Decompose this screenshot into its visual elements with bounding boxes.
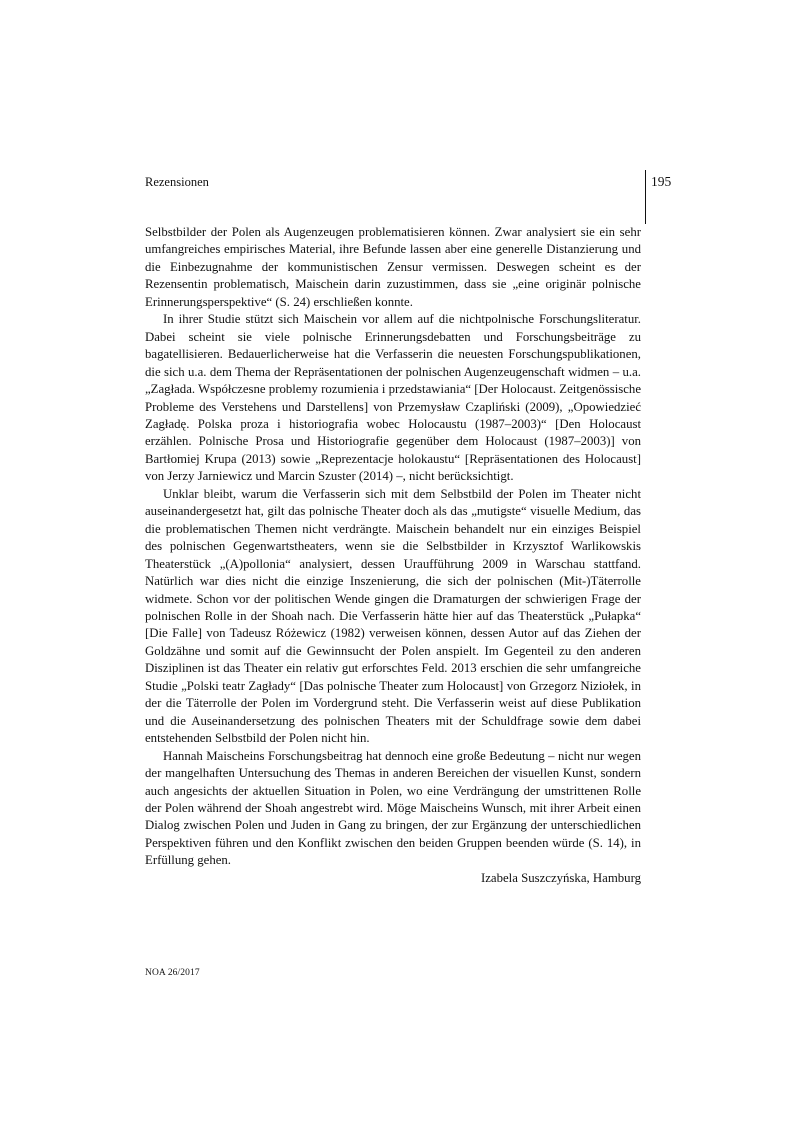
paragraph-research-literature: In ihrer Studie stützt sich Maischein vor allem auf die nichtpolnische Forschungsliteratur. Dabei scheint sie viele polnische Erinnerungsdebatten und Forschungsbeiträge zu bagatellisieren. Bedauerlicherweise hat die Verfasserin die neuesten Forschungspublikationen, die sich u.a. dem Thema der Repräsentationen der polnischen Augenzeugenschaft widmen – u.a. „Zagłada. Współczesne problemy rozumienia i przedstawiania“ [Der Holocaust. Zeitgenössische Probleme des Verstehens und Darstellens] von Przemysław Czapliński (2009), „Opowiedzieć Zagładę. Polska proza i historiografia wobec Holocaustu (1987–2003)“ [Den Holocaust erzählen. Polnische Prosa und Historiografie gegenüber dem Holocaust (1987–2003)] von Bartłomiej Krupa (2013) sowie „Reprezentacje holokaustu“ [Repräsentationen des Holocaust] von Jerzy Jarniewicz und Marcin Szuster (2014) –, nicht berücksichtigt. bbox=[145, 312, 641, 484]
paragraph-theater: Unklar bleibt, warum die Verfasserin sich mit dem Selbstbild der Polen im Theater nicht auseinandergesetzt hat, gilt das polnische Theater doch als das „mutigste“ visuelle Medium, das die problematischen Themen nicht verdrängte. Maischein behandelt nur ein einziges Beispiel des polnischen Gegenwartstheaters, wenn sie die Selbstbilder in Krzysztof Warlikowskis Theaterstück „(A)pollonia“ analysiert, dessen Uraufführung 2009 in Warschau stattfand. Natürlich war dies nicht die einzige Inszenierung, die sich der polnischen (Mit-)Täterrolle widmete. Schon vor der politischen Wende gingen die Dramaturgen der schwierigen Frage der polnischen Rolle in der Shoah nach. Die Verfasserin hätte hier auf das Theaterstück „Pułapka“ [Die Falle] von Tadeusz Różewicz (1982) verweisen können, dessen Autor auf das Ziehen der Goldzähne und somit auf die Gewinnsucht der Polen anspielt. Im Gegenteil zu den anderen Disziplinen ist das Theater ein relativ gut erforschtes Feld. 2013 erschien die sehr umfangreiche Studie „Polski teatr Zagłady“ [Das polnische Theater zum Holocaust] von Grzegorz Niziołek, in der die Täterrolle der Polen im Vordergrund steht. Die Verfasserin weist auf diese Publikation und die Auseinandersetzung des polnischen Theaters mit der Schuldfrage sowie dem dabei entstehenden Selbstbild der Polen nicht hin. bbox=[145, 486, 641, 746]
journal-footer: NOA 26/2017 bbox=[145, 968, 200, 978]
paragraph-continuation: Selbstbilder der Polen als Augenzeugen problematisieren können. Zwar analysiert sie ein sehr umfangreiches empirisches Material, ihre Befunde lassen aber eine generelle Distanzierung und die Einbezugnahme der kommunistischen Zensur vermissen. Deswegen scheint es der Rezensentin problematisch, Maischein darin zuzustimmen, dass sie „eine originär polnische Erinnerungsperspektive“ (S. 24) erschließen konnte. bbox=[145, 225, 641, 309]
paragraph-conclusion: Hannah Maischeins Forschungsbeitrag hat dennoch eine große Bedeutung – nicht nur wegen der mangelhaften Untersuchung des Themas in anderen Bereichen der visuellen Kunst, sondern auch angesichts der aktuellen Situation in Polen, wo eine Verdrängung der umstrittenen Rolle der Polen während der Shoah angestrebt wird. Möge Maischeins Wunsch, mit ihrer Arbeit einen Dialog zwischen Polen und Juden in Gang zu bringen, der zur Ergänzung der unterschiedlichen Perspektiven führen und den Konflikt zwischen den beiden Gruppen beenden würde (S. 14), in Erfüllung gehen. bbox=[145, 748, 641, 868]
running-head: Rezensionen bbox=[145, 175, 209, 189]
header-rule bbox=[645, 170, 646, 224]
page-number: 195 bbox=[651, 174, 672, 189]
article-body bbox=[145, 224, 641, 887]
reviewer-signature: Izabela Suszczyńska, Hamburg bbox=[480, 870, 641, 885]
